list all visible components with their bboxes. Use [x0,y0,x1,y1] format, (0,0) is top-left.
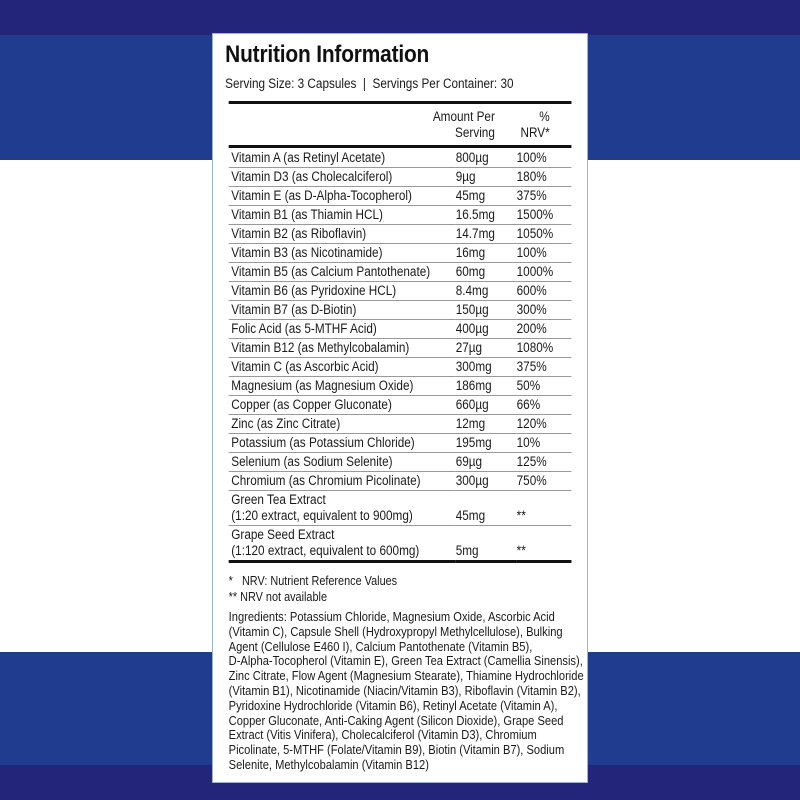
nutrition-panel [212,33,588,783]
ingredients-line: Agent (Cellulose E460 I), Calcium Pantothenate (Vitamin B5), [228,638,533,654]
ingredients-line: Selenite, Methylcobalamin (Vitamin B12) [228,756,429,772]
amount-header [431,109,495,141]
table-row [229,415,572,434]
table-row [229,168,572,187]
ingredients-line: Ingredients: Potassium Chloride, Magnesium Oxide, Ascorbic Acid [228,609,555,624]
table-row [229,225,572,244]
nrv: 50% [517,377,572,396]
extract-name: Green Tea Extract [231,492,326,507]
table-row [229,263,572,282]
nrv: 180% [517,168,572,187]
nrv: 100% [517,244,572,263]
nutrient-name: Vitamin B12 (as Methylcobalamin) [229,339,456,358]
ingredients [229,610,584,773]
ingredients-line: (Vitamin B1), Nicotinamide (Niacin/Vitamin B3), Riboflavin (Vitamin B2), [228,682,581,698]
nrv: 750% [517,472,572,491]
serving-info: Serving Size: 3 Capsules | Servings Per Container: 30 [225,76,514,91]
table-row [229,206,572,225]
nutrient-name: Vitamin C (as Ascorbic Acid) [229,358,456,377]
table-row [229,377,572,396]
table-row [229,396,572,415]
amount: 660µg [456,396,517,415]
nutrient-name: Vitamin A (as Retinyl Acetate) [229,149,456,168]
nrv: 200% [517,320,572,339]
amount: 5mg [456,526,517,562]
table-row [229,320,572,339]
ingredients-line: Copper Gluconate, Anti-Caking Agent (Silicon Dioxide), Grape Seed [228,712,564,728]
nutrient-name [229,491,456,526]
amount: 800µg [456,149,517,168]
ingredients-line: D-Alpha-Tocopherol (Vitamin E), Green Tea Extract (Camellia Sinensis), [228,653,583,669]
extract-name: Grape Seed Extract [231,527,335,542]
nutrient-name: Vitamin B2 (as Riboflavin) [229,225,456,244]
nrv: 600% [517,282,572,301]
nrv: 1500% [517,206,572,225]
nutrient-name: Vitamin B1 (as Thiamin HCL) [229,206,456,225]
amount: 400µg [456,320,517,339]
nutrient-name: Potassium (as Potassium Chloride) [229,434,456,453]
ingredients-line: (Vitamin C), Capsule Shell (Hydroxypropyl Methylcellulose), Bulking [228,623,563,639]
amount: 60mg [456,263,517,282]
nutrient-name: Vitamin B6 (as Pyridoxine HCL) [229,282,456,301]
amount: 300mg [456,358,517,377]
nrv: ** [517,491,572,526]
table-row [229,472,572,491]
amount: 27µg [456,339,517,358]
table-row [229,453,572,472]
amount: 8.4mg [456,282,517,301]
ingredients-line: Zinc Citrate, Flow Agent (Magnesium Stearate), Thiamine Hydrochloride [228,668,584,684]
nutrient-name: Selenium (as Sodium Selenite) [229,453,456,472]
ingredients-line: Pyridoxine Hydrochloride (Vitamin B6), Retinyl Acetate (Vitamin A), [228,697,558,713]
nrv: 100% [517,149,572,168]
nutrient-name: Vitamin B3 (as Nicotinamide) [229,244,456,263]
table-row [229,491,572,526]
ingredients-line: Extract (Vitis Vinifera), Cholecalciferol (Vitamin D3), Chromium [228,727,537,743]
amount: 16.5mg [456,206,517,225]
nrv: 120% [517,415,572,434]
table-row [229,149,572,168]
nrv-header-line1: % [539,109,550,124]
extract-detail: (1:20 extract, equivalent to 900mg) [231,508,413,523]
table-row [229,282,572,301]
nutrient-name: Folic Acid (as 5-MTHF Acid) [229,320,456,339]
nrv: 125% [517,453,572,472]
table-row [229,434,572,453]
divider [229,101,572,104]
amount: 45mg [456,187,517,206]
nrv: 375% [517,358,572,377]
nutrient-name [229,526,456,562]
nrv-header-line2: NRV* [520,125,550,140]
nrv: ** [517,526,572,562]
nutrient-name: Vitamin E (as D-Alpha-Tocopherol) [229,187,456,206]
table-row [229,301,572,320]
amount-header-line1: Amount Per [432,109,495,124]
nrv: 1050% [517,225,572,244]
extract-detail: (1:120 extract, equivalent to 600mg) [231,543,420,558]
nrv: 1000% [517,263,572,282]
nrv-header [509,109,550,141]
nutrient-name: Copper (as Copper Gluconate) [229,396,456,415]
amount: 45mg [456,491,517,526]
amount: 300µg [456,472,517,491]
nutrient-name: Chromium (as Chromium Picolinate) [229,472,456,491]
ingredients-line: Picolinate, 5-MTHF (Folate/Vitamin B9), Biotin (Vitamin B7), Sodium [228,742,565,758]
table-row [229,187,572,206]
footnote: * NRV: Nutrient Reference Values [228,574,398,588]
nrv: 10% [517,434,572,453]
amount: 186mg [456,377,517,396]
footnote: ** NRV not available [228,590,327,604]
nutrition-table [229,149,572,563]
table-row [229,244,572,263]
amount: 16mg [456,244,517,263]
table-row [229,526,572,562]
nrv: 375% [517,187,572,206]
nutrient-name: Magnesium (as Magnesium Oxide) [229,377,456,396]
amount: 69µg [456,453,517,472]
amount-header-line2: Serving [455,125,495,140]
page-title: Nutrition Information [225,41,430,68]
nutrient-name: Vitamin B7 (as D-Biotin) [229,301,456,320]
amount: 12mg [456,415,517,434]
amount: 150µg [456,301,517,320]
top-navy-band [0,0,800,35]
nutrient-name: Zinc (as Zinc Citrate) [229,415,456,434]
nrv: 300% [517,301,572,320]
table-row [229,358,572,377]
amount: 195mg [456,434,517,453]
nutrient-name: Vitamin B5 (as Calcium Pantothenate) [229,263,456,282]
nrv: 1080% [517,339,572,358]
table-row [229,339,572,358]
amount: 14.7mg [456,225,517,244]
nrv: 66% [517,396,572,415]
divider [229,145,572,148]
nutrient-name: Vitamin D3 (as Cholecalciferol) [229,168,456,187]
amount: 9µg [456,168,517,187]
